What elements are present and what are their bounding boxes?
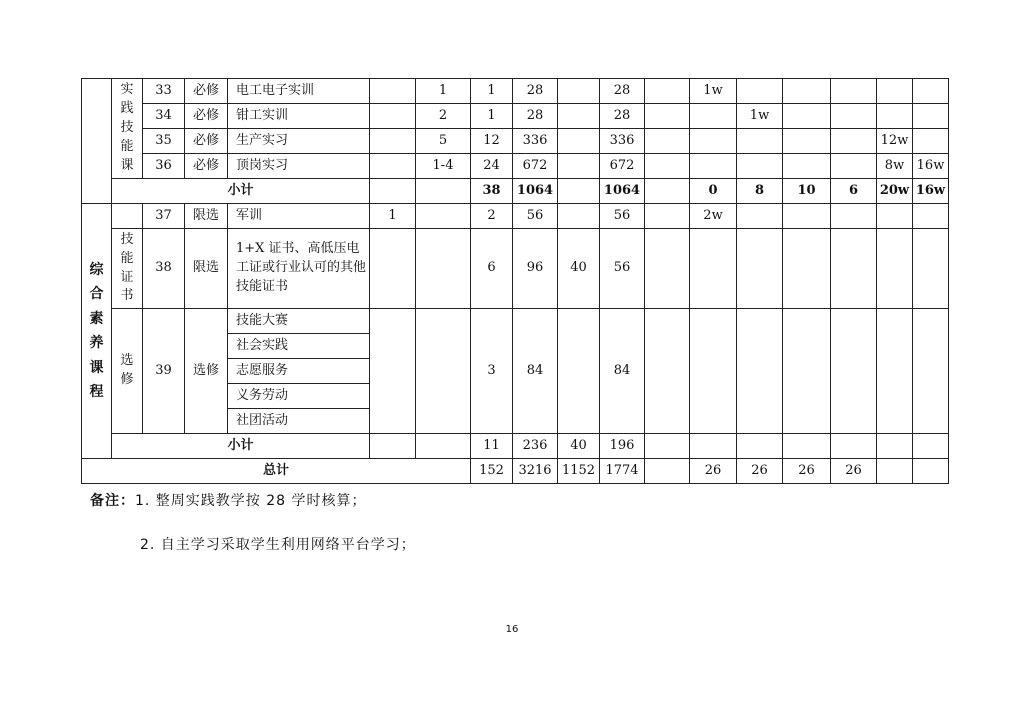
note-item-2: 2. 自主学习采取学生利用网络平台学习； xyxy=(140,537,416,553)
section-a-outer-cell xyxy=(82,79,112,204)
group-label: 技能证书 xyxy=(112,229,143,309)
table-row: 社会实践 xyxy=(82,334,949,359)
table-row: 志愿服务 xyxy=(82,359,949,384)
table-row: 技能证书 38 限选 1+X 证书、高低压电工证或行业认可的其他技能证书 6 96 40 56 xyxy=(82,229,949,309)
subtotal-row: 小计 11 236 40 196 xyxy=(82,434,949,459)
page-number: 16 xyxy=(505,624,519,635)
subtotal-row: 小计 38 1064 1064 0 8 10 6 20w 16w xyxy=(82,179,949,204)
curriculum-table xyxy=(81,78,949,484)
section-a-label: 实践技能课 xyxy=(112,79,143,179)
note-item-1-text: 1. 整周实践教学按 28 学时核算； xyxy=(135,493,367,509)
section-b-label: 综合素养课程 xyxy=(82,204,112,459)
table-row: 34 必修 钳工实训 2 1 28 28 1w xyxy=(82,104,949,129)
notes-label: 备注： xyxy=(90,493,135,509)
group-label: 选修 xyxy=(112,309,143,434)
total-row: 总计 152 3216 1152 1774 26 26 26 26 xyxy=(82,459,949,484)
table-row: 35 必修 生产实习 5 12 336 336 12w xyxy=(82,129,949,154)
table-row: 义务劳动 xyxy=(82,384,949,409)
table-row: 选修 39 选修 技能大赛 3 84 84 xyxy=(82,309,949,334)
table-row: 社团活动 xyxy=(82,409,949,434)
table-row: 实践技能课 33 必修 电工电子实训 1 1 28 28 1w xyxy=(82,79,949,104)
table-row: 综合素养课程 37 限选 军训 1 2 56 56 2w xyxy=(82,204,949,229)
note-item-1 xyxy=(90,490,367,510)
table-row: 36 必修 顶岗实习 1-4 24 672 672 8w 16w xyxy=(82,154,949,179)
